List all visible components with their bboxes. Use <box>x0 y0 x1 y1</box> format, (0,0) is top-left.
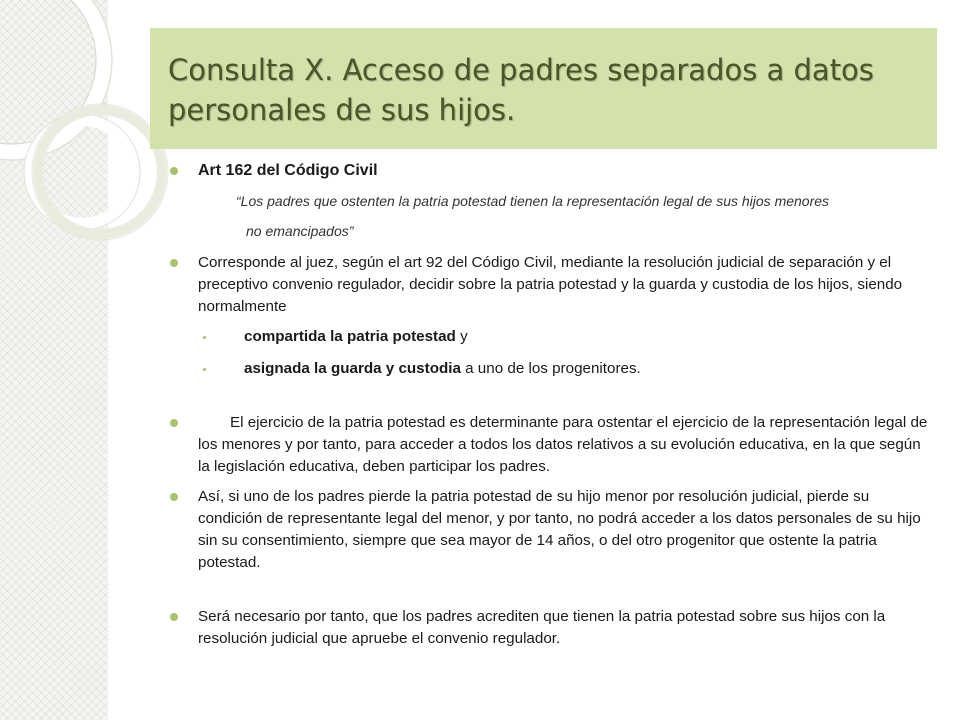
bullet-paragraph-1 <box>166 252 936 318</box>
paragraph-1-text: Corresponde al juez, según el art 92 del Código Civil, mediante la resolución judicial de separación y el preceptivo convenio regulador, decidir sobre la patria potestad y la guarda y custodia de los hijos, siendo normalmente <box>198 254 903 315</box>
sub-2-text: a uno de los progenitores. <box>460 360 641 377</box>
bullet-paragraph-3 <box>166 486 936 574</box>
title-banner <box>150 28 937 149</box>
sub-2-bold: asignada la guarda y custodia <box>244 360 461 377</box>
bullet-paragraph-2 <box>166 412 936 478</box>
sub-1-bold: compartida la patria potestad <box>244 328 456 345</box>
art-heading: Art 162 del Código Civil <box>198 162 378 179</box>
paragraph-3-text: Así, si uno de los padres pierde la patria potestad de su hijo menor por resolución judicial, pierde su condición de representante legal del menor, y por tanto, no podrá acceder a los datos personales de su hijo sin su consentimiento, siempre que sea mayor de 14 años, o del otro progenitor que ostente la patria potestad. <box>198 488 921 571</box>
sub-1-text: y <box>455 328 468 345</box>
bullet-art-162 <box>166 160 936 182</box>
quote-line-2: no emancipados” <box>246 223 354 239</box>
sub-bullet-2 <box>166 358 936 380</box>
quote-line-1: “Los padres que ostenten la patria potestad tienen la representación legal de sus hijos menores <box>236 193 830 209</box>
bullet-paragraph-4 <box>166 606 936 650</box>
sub-bullet-1 <box>166 326 936 348</box>
slide-title: Consulta X. Acceso de padres separados a datos personales de sus hijos. <box>168 53 874 127</box>
paragraph-2-text: El ejercicio de la patria potestad es determinante para ostentar el ejercicio de la representación legal de los menores y por tanto, para acceder a todos los datos relativos a su evolución educativa, en la que según la legislación educativa, deben participar los padres. <box>198 414 928 475</box>
slide-content <box>166 160 936 650</box>
paragraph-4-text: Será necesario por tanto, que los padres acrediten que tienen la patria potestad sobre sus hijos con la resolución judicial que apruebe el convenio regulador. <box>198 608 886 647</box>
